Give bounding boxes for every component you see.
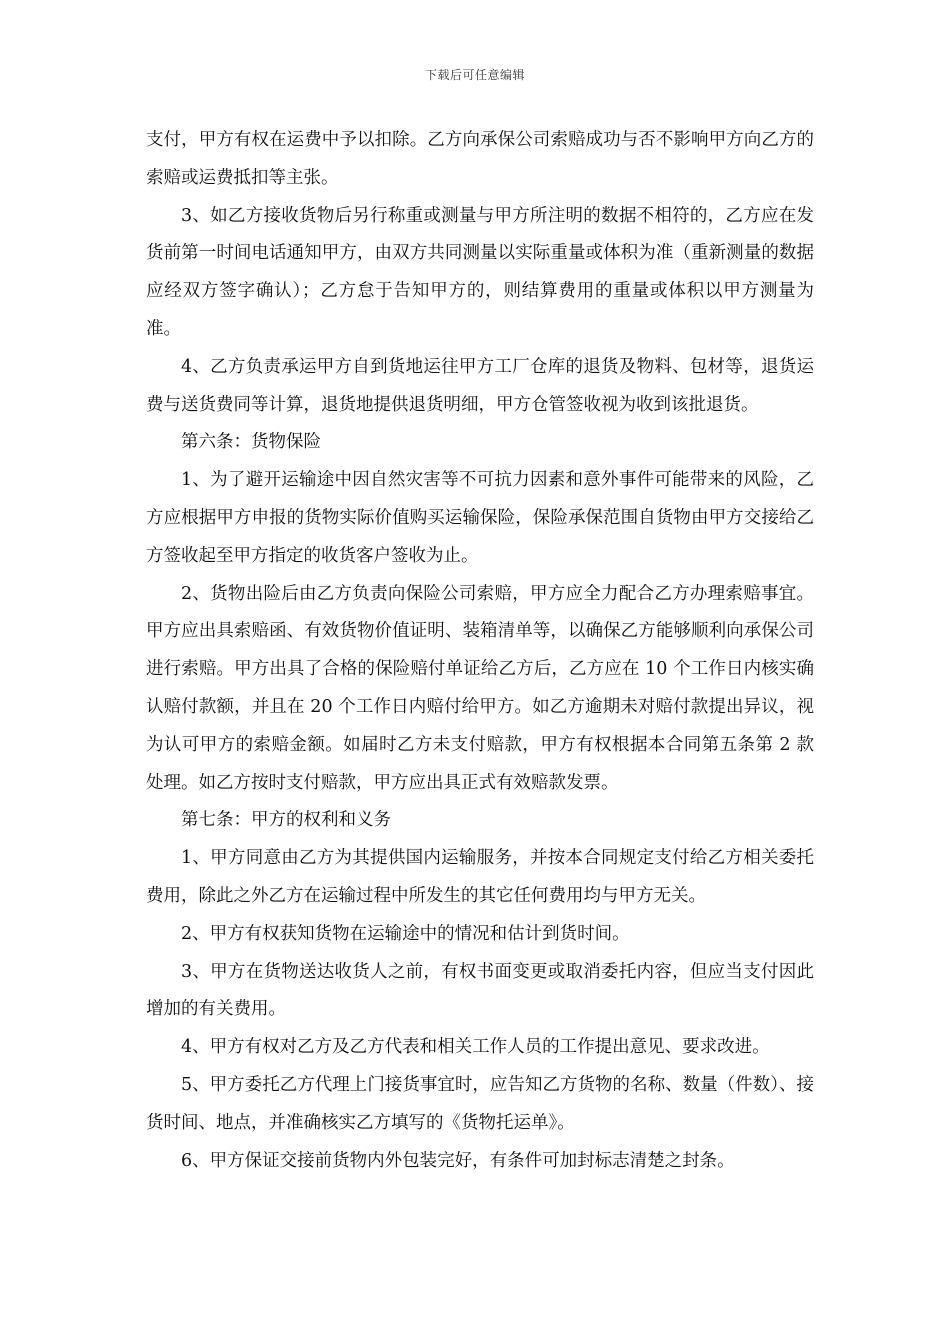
paragraph: 2、货物出险后由乙方负责向保险公司索赔，甲方应全力配合乙方办理索赔事宜。甲方应出具索赔函、有效货物价值证明、装箱清单等，以确保乙方能够顺利向承保公司进行索赔。甲方出具了合格的保险赔付单证给乙方后，乙方应在 10 个工作日内核实确认赔付款额，并且在 20 个工作日内赔付给甲方。如乙方逾期未对赔付款提出异议，视为认可甲方的索赔金额。如届时乙方未支付赔款，甲方有权根据本合同第五条第 2 款处理。如乙方按时支付赔款，甲方应出具正式有效赔款发票。 bbox=[146, 583, 814, 793]
paragraph: 2、甲方有权获知货物在运输途中的情况和估计到货时间。 bbox=[181, 923, 630, 944]
paragraph: 1、为了避开运输途中因自然灾害等不可抗力因素和意外事件可能带来的风险，乙方应根据甲方申报的货物实际价值购买运输保险，保险承保范围自货物由甲方交接给乙方签收起至甲方指定的收货客户签收为止。 bbox=[146, 470, 814, 566]
paragraph: 4、甲方有权对乙方及乙方代表和相关工作人员的工作提出意见、要求改进。 bbox=[181, 1037, 770, 1058]
paragraph: 1、甲方同意由乙方为其提供国内运输服务，并按本合同规定支付给乙方相关委托费用，除此之外乙方在运输过程中所发生的其它任何费用均与甲方无关。 bbox=[146, 848, 814, 906]
paragraph: 支付，甲方有权在运费中予以扣除。乙方向承保公司索赔成功与否不影响甲方向乙方的索赔或运费抵扣等主张。 bbox=[146, 130, 814, 188]
section-heading: 第六条：货物保险 bbox=[181, 432, 321, 453]
document-body bbox=[146, 122, 814, 1180]
section-heading: 第七条：甲方的权利和义务 bbox=[181, 810, 391, 831]
paragraph: 3、甲方在货物送达收货人之前，有权书面变更或取消委托内容，但应当支付因此增加的有关费用。 bbox=[146, 961, 814, 1020]
paragraph: 3、如乙方接收货物后另行称重或测量与甲方所注明的数据不相符的，乙方应在发货前第一时间电话通知甲方，由双方共同测量以实际重量或体积为准（重新测量的数据应经双方签字确认）；乙方怠于告知甲方的，则结算费用的重量或体积以甲方测量为准。 bbox=[146, 205, 814, 339]
paragraph: 5、甲方委托乙方代理上门接货事宜时，应告知乙方货物的名称、数量（件数）、接货时间、地点，并准确核实乙方填写的《货物托运单》。 bbox=[146, 1074, 814, 1133]
page-header: 下载后可任意编辑 bbox=[424, 68, 525, 82]
paragraph: 4、乙方负责承运甲方自到货地运往甲方工厂仓库的退货及物料、包材等，退货运费与送货费同等计算，退货地提供退货明细，甲方仓管签收视为收到该批退货。 bbox=[146, 356, 814, 415]
paragraph: 6、甲方保证交接前货物内外包装完好，有条件可加封标志清楚之封条。 bbox=[181, 1150, 735, 1171]
